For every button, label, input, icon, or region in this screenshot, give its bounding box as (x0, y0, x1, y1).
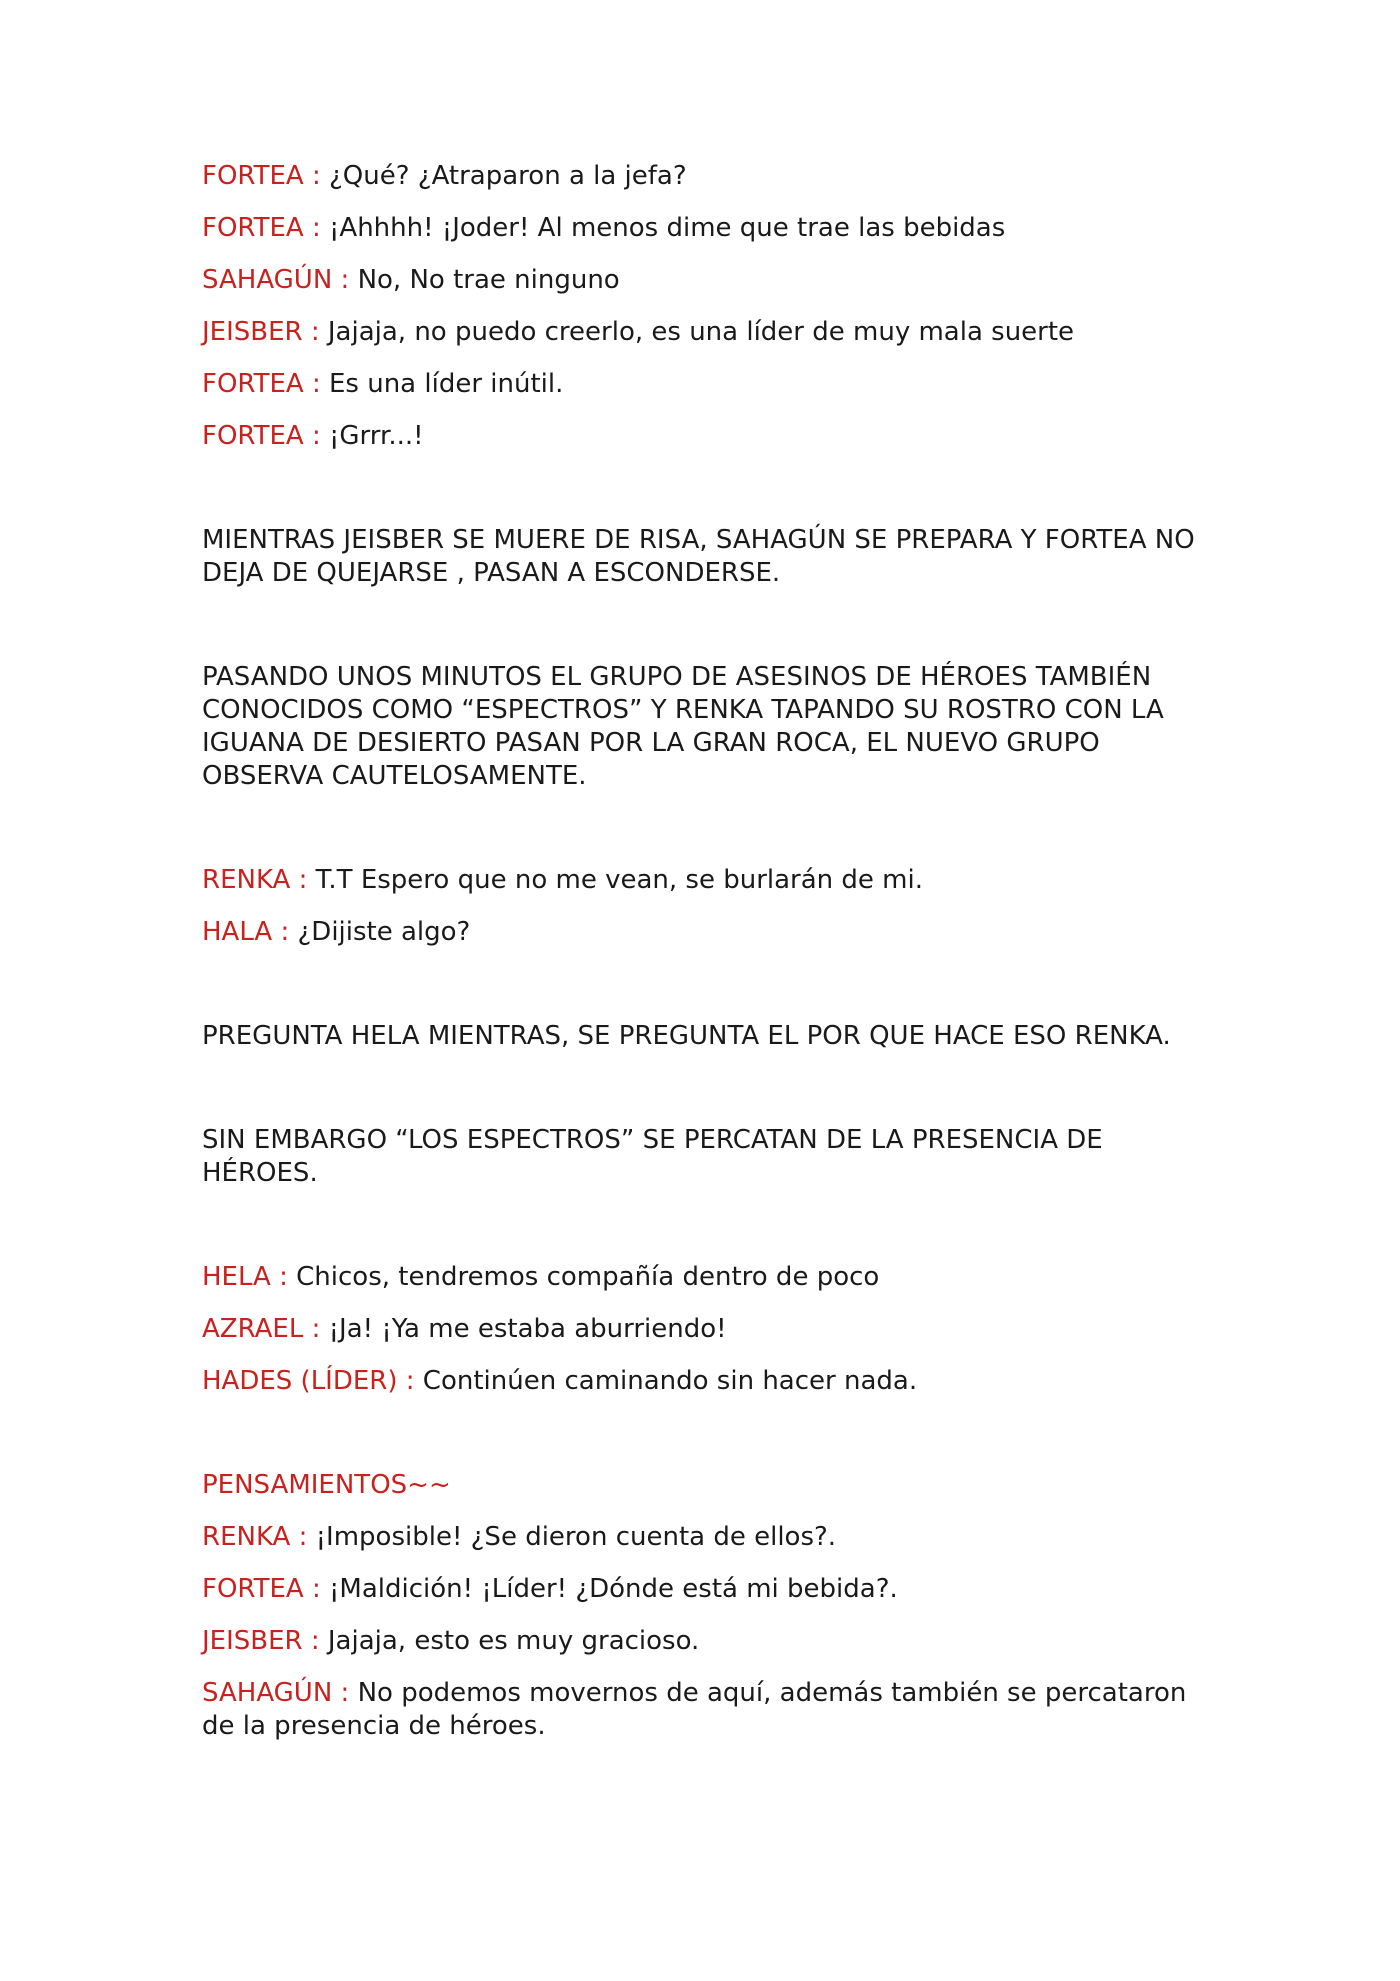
speaker-name: FORTEA : (202, 161, 321, 191)
dialogue-text: T.T Espero que no me vean, se burlarán de mi. (307, 865, 923, 895)
dialogue-line (202, 1521, 1212, 1554)
dialogue-text: ¿Qué? ¿Atraparon a la jefa? (320, 161, 687, 191)
dialogue-text: No podemos movernos de aquí, además también se percataron de la presencia de héroes. (202, 1678, 1187, 1741)
dialogue-text: Es una líder inútil. (320, 369, 564, 399)
dialogue-text: Jajaja, no puedo creerlo, es una líder de muy mala suerte (319, 317, 1075, 347)
dialogue-line (202, 316, 1212, 349)
speaker-name: JEISBER : (202, 1626, 320, 1656)
document-page (202, 160, 1212, 1743)
thoughts-heading: PENSAMIENTOS~~ (202, 1470, 451, 1500)
dialogue-line (202, 264, 1212, 297)
narration-paragraph: PASANDO UNOS MINUTOS EL GRUPO DE ASESINOS DE HÉROES TAMBIÉN CONOCIDOS COMO “ESPECTROS” Y RENKA TAPANDO SU ROSTRO CON LA IGUANA DE DESIERTO PASAN POR LA GRAN ROCA, EL NUEVO GRUPO OBSERVA CAUTELOSAMENTE. (202, 662, 1164, 791)
narration-paragraph: SIN EMBARGO “LOS ESPECTROS” SE PERCATAN DE LA PRESENCIA DE HÉROES. (202, 1125, 1103, 1188)
speaker-name: HELA : (202, 1262, 288, 1292)
dialogue-text: No, No trae ninguno (349, 265, 620, 295)
dialogue-line (202, 160, 1212, 193)
dialogue-text: ¡Imposible! ¿Se dieron cuenta de ellos?. (307, 1522, 837, 1552)
dialogue-line (202, 1365, 1212, 1398)
dialogue-text: Chicos, tendremos compañía dentro de poco (287, 1262, 880, 1292)
dialogue-text: ¡Ahhhh! ¡Joder! Al menos dime que trae las bebidas (320, 213, 1006, 243)
dialogue-line (202, 864, 1212, 897)
dialogue-text: Jajaja, esto es muy gracioso. (319, 1626, 700, 1656)
speaker-name: RENKA : (202, 1522, 308, 1552)
dialogue-text: Continúen caminando sin hacer nada. (414, 1366, 918, 1396)
narration-paragraph: MIENTRAS JEISBER SE MUERE DE RISA, SAHAGÚN SE PREPARA Y FORTEA NO DEJA DE QUEJARSE , PASAN A ESCONDERSE. (202, 525, 1195, 588)
dialogue-line (202, 916, 1212, 949)
dialogue-text: ¿Dijiste algo? (289, 917, 471, 947)
speaker-name: SAHAGÚN : (202, 265, 350, 295)
dialogue-text: ¡Ja! ¡Ya me estaba aburriendo! (320, 1314, 727, 1344)
dialogue-line (202, 368, 1212, 401)
dialogue-text: ¡Grrr...! (320, 421, 424, 451)
speaker-name: JEISBER : (202, 317, 320, 347)
speaker-name: AZRAEL : (202, 1314, 321, 1344)
dialogue-line (202, 1261, 1212, 1294)
speaker-name: FORTEA : (202, 213, 321, 243)
speaker-name: HADES (LÍDER) : (202, 1366, 415, 1396)
dialogue-line (202, 420, 1212, 453)
speaker-name: RENKA : (202, 865, 308, 895)
speaker-name: FORTEA : (202, 421, 321, 451)
dialogue-line (202, 1313, 1212, 1346)
dialogue-line (202, 1677, 1212, 1743)
dialogue-line (202, 212, 1212, 245)
narration-paragraph: PREGUNTA HELA MIENTRAS, SE PREGUNTA EL POR QUE HACE ESO RENKA. (202, 1021, 1171, 1051)
dialogue-line (202, 1573, 1212, 1606)
speaker-name: FORTEA : (202, 369, 321, 399)
speaker-name: FORTEA : (202, 1574, 321, 1604)
speaker-name: HALA : (202, 917, 290, 947)
dialogue-line (202, 1625, 1212, 1658)
dialogue-text: ¡Maldición! ¡Líder! ¿Dónde está mi bebida?. (320, 1574, 898, 1604)
speaker-name: SAHAGÚN : (202, 1678, 350, 1708)
